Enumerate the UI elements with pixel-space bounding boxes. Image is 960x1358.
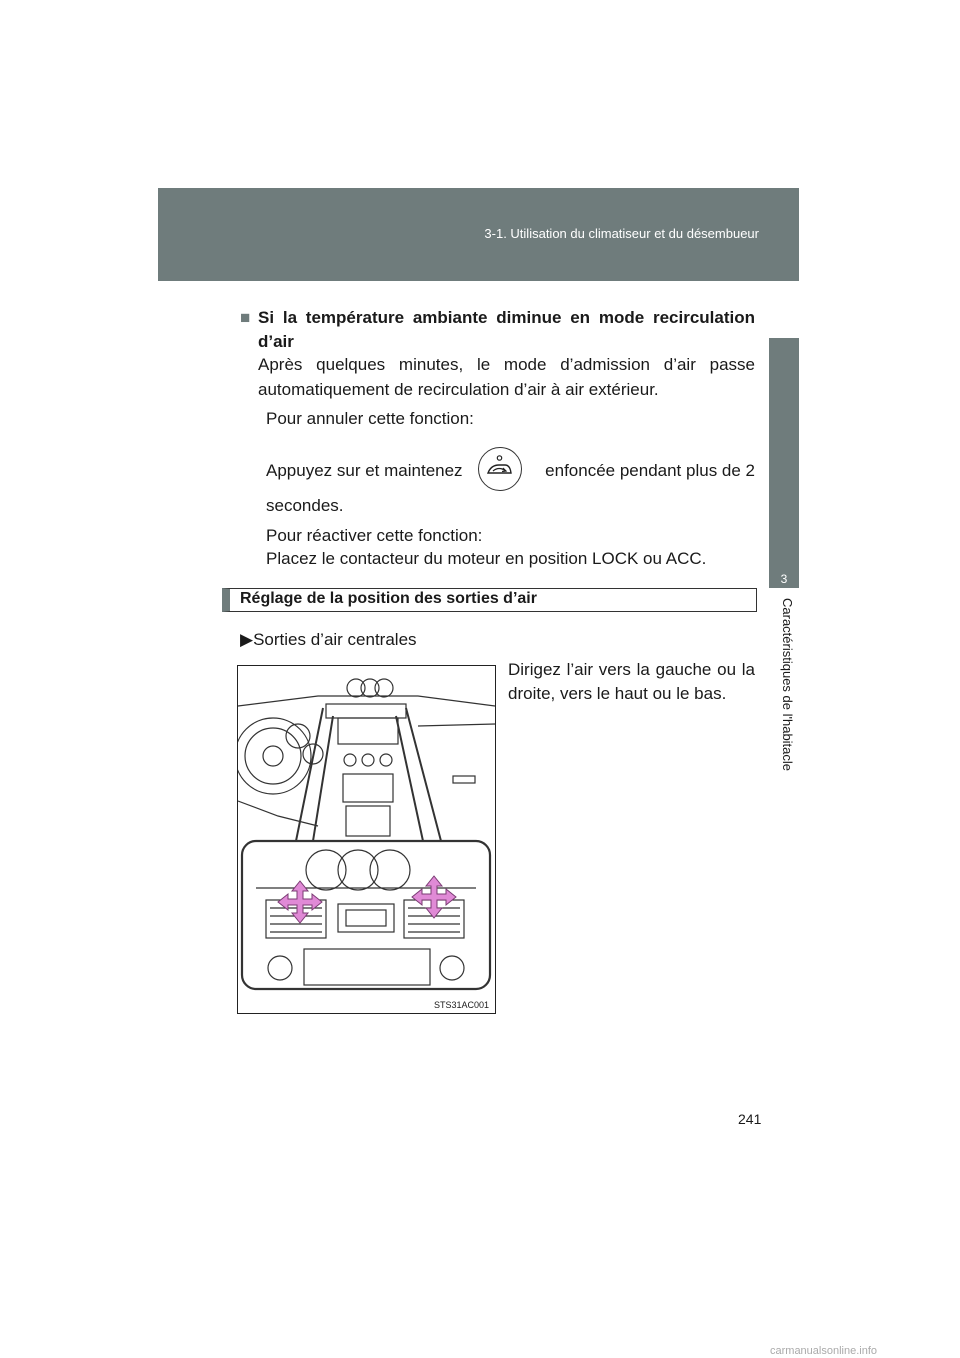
- side-tab: [769, 338, 799, 588]
- cancel-text-c: secondes.: [266, 496, 344, 515]
- footer-watermark: carmanualsonline.info: [770, 1345, 878, 1357]
- subsection-title-line2: d’air: [258, 332, 294, 351]
- recirculation-button-icon: [478, 447, 522, 491]
- header-section-title: 3-1. Utilisation du climatiseur et du désembueur: [484, 226, 759, 241]
- page-number: 241: [738, 1111, 762, 1127]
- subsection-title-line1: Si la température ambiante diminue en mode recirculation: [258, 308, 755, 327]
- section-heading-box: [222, 588, 757, 612]
- body-line2: automatiquement de recirculation d’air à air extérieur.: [258, 380, 659, 399]
- cancel-heading: Pour annuler cette fonction:: [266, 409, 474, 428]
- side-tab-label: Caractéristiques de l'habitacle: [780, 598, 795, 772]
- vents-bullet: ▶Sorties d’air centrales: [240, 630, 417, 649]
- header-bar: [158, 188, 799, 281]
- side-tab-number: 3: [780, 572, 788, 586]
- body-line1: Après quelques minutes, le mode d’admission d’air passe: [258, 355, 755, 374]
- vents-desc-line2: droite, vers le haut ou le bas.: [508, 684, 727, 703]
- dashboard-illustration: [238, 666, 495, 1013]
- reactivate-heading: Pour réactiver cette fonction:: [266, 526, 483, 545]
- figure-code: STS31AC001: [433, 1000, 489, 1010]
- air-vent-figure: [237, 665, 496, 1014]
- cancel-text-a: Appuyez sur et maintenez: [266, 461, 463, 480]
- reactivate-text: Placez le contacteur du moteur en position LOCK ou ACC.: [266, 549, 707, 568]
- vents-desc-line1: Dirigez l’air vers la gauche ou la: [508, 660, 755, 679]
- cancel-text-b: enfoncée pendant plus de 2: [545, 461, 755, 480]
- square-bullet-icon: ■: [240, 308, 251, 327]
- section-title: Réglage de la position des sorties d’air: [240, 590, 537, 607]
